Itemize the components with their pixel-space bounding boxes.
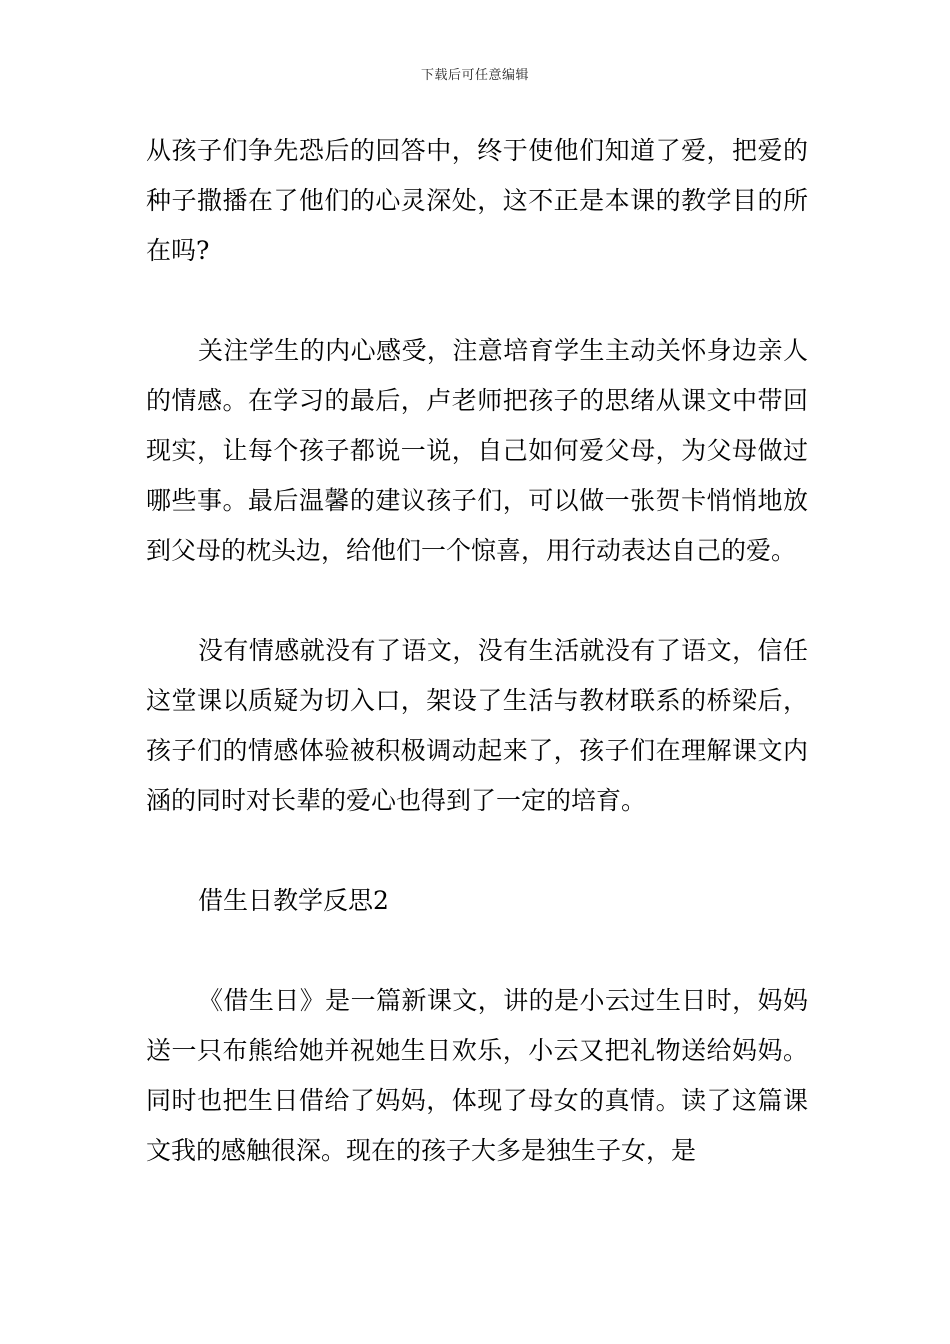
section-title: 借生日教学反思2	[198, 886, 389, 915]
paragraph-continuation: 从孩子们争先恐后的回答中，终于使他们知道了爱，把爱的种子撒播在了他们的心灵深处，这不正是本课的教学目的所在吗?	[146, 136, 808, 265]
paragraph-spacer	[146, 926, 808, 976]
paragraph-spacer	[146, 576, 808, 626]
page-header: 下载后可任意编辑	[420, 68, 529, 83]
paragraph-spacer	[146, 826, 808, 876]
paragraph-student-feelings: 关注学生的内心感受，注意培育学生主动关怀身边亲人的情感。在学习的最后，卢老师把孩子的思绪从课文中带回现实，让每个孩子都说一说，自己如何爱父母，为父母做过哪些事。最后温馨的建议孩子们，可以做一张贺卡悄悄地放到父母的枕头边，给他们一个惊喜，用行动表达自己的爱。	[146, 336, 808, 565]
paragraph-emotion-language: 没有情感就没有了语文，没有生活就没有了语文，信任这堂课以质疑为切入口，架设了生活与教材联系的桥梁后，孩子们的情感体验被积极调动起来了，孩子们在理解课文内涵的同时对长辈的爱心也得到了一定的培育。	[146, 636, 808, 815]
document-body	[146, 126, 808, 1176]
paragraph-lesson-intro: 《借生日》是一篇新课文，讲的是小云过生日时，妈妈送一只布熊给她并祝她生日欢乐，小云又把礼物送给妈妈。同时也把生日借给了妈妈，体现了母女的真情。读了这篇课文我的感触很深。现在的孩子大多是独生子女，是	[146, 986, 808, 1165]
paragraph-spacer	[146, 276, 808, 326]
